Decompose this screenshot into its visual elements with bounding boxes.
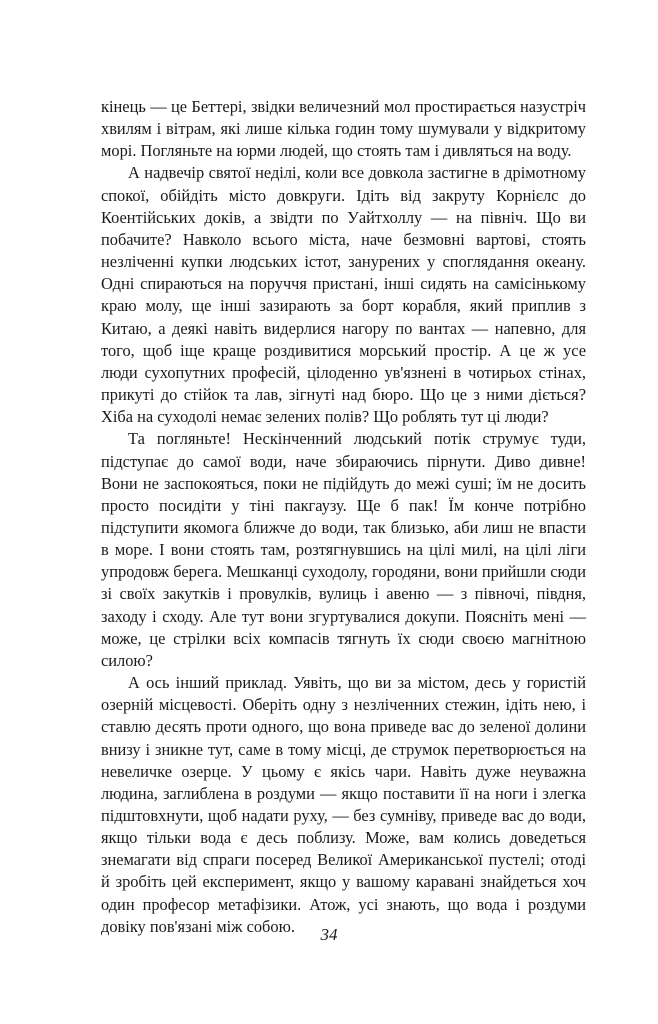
paragraph: А надвечір святої неділі, коли все довкола застигне в дрімотному спокої, обійдіть місто довкруги. Ідіть від закруту Корнієлс до Коентійських доків, а звідти по Уайтхоллу — на північ. Що ви побачите? Навколо всього міста, наче безмовні вартові, стоять незліченні купки людських істот, занурених у споглядання океану. Одні спираються на поруччя пристані, інші сидять на самісінькому краю молу, ще інші зазирають за борт корабля, який приплив з Китаю, а деякі навіть видерлися нагору по вантах — напевно, для того, щоб іще краще роздивитися морський простір. А це ж усе люди сухопутних професій, цілоденно ув'язнені в чотирьох стінах, прикуті до стійок та лав, зігнуті над бюро. Що це з ними діється? Хіба на суходолі немає зелених полів? Що роблять тут ці люди? xyxy=(101,163,586,427)
paragraph: А ось інший приклад. Уявіть, що ви за містом, десь у гористій озерній місцевості. Оберіть одну з незліченних стежин, ідіть нею, і ставлю десять проти одного, що вона приведе вас до зеленої долини внизу і зникне тут, саме в тому місці, де струмок перетворюється на невеличке озерце. У цьому є якісь чари. Навіть дуже неуважна людина, заглиблена в роздуми — якщо поставити її на ноги і злегка підштовхнути, щоб надати руху, — без сумніву, приведе вас до води, якщо тільки вода є десь поблизу. Може, вам колись доведеться знемагати від спраги посеред Великої Американської пустелі; отоді й зробіть цей експеримент, якщо у вашому каравані знайдеться хоч один професор метафізики. Атож, усі знають, що вода і роздуми довіку пов'язані між собою. xyxy=(101,673,586,936)
paragraph-continuation: кінець — це Беттері, звідки величезний мол простирається назустріч хвилям і вітрам, які лише кілька годин тому шумували у відкритому морі. Погляньте на юрми людей, що стоять там і дивляться на воду. xyxy=(101,97,586,161)
book-page-text xyxy=(101,96,586,938)
page-number: 34 xyxy=(320,925,338,944)
paragraph: Та погляньте! Нескінченний людський потік струмує туди, підступає до самої води, наче збираючись пірнути. Диво дивне! Вони не заспокояться, поки не підійдуть до межі суші; їм не досить просто посидіти у тіні пакгаузу. Ще б пак! Їм конче потрібно підступити якомога ближче до води, так близько, аби лиш не впасти в море. І вони стоять там, розтягнувшись на цілі милі, на цілі ліги упродовж берега. Мешканці суходолу, городяни, вони прийшли сюди зі своїх закутків і провулків, вулиць і авеню — з півночі, півдня, заходу і сходу. Але тут вони згуртувалися докупи. Поясніть мені — може, це стрілки всіх компасів тягнуть їх сюди своєю магнітною силою? xyxy=(101,429,586,670)
